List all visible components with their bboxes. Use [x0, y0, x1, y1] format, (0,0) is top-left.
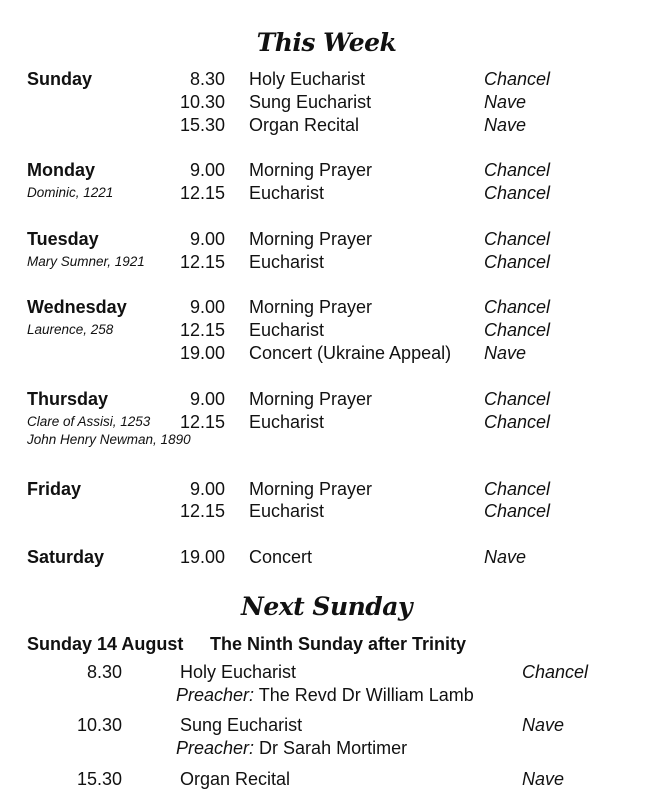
service-location: Nave	[522, 769, 565, 789]
service-time: 12.15	[179, 320, 225, 340]
saint-commemoration: Mary Sumner, 1921	[27, 254, 145, 269]
service-time: 9.00	[189, 479, 225, 499]
service-location: Chancel	[484, 412, 551, 432]
service-time: 10.30	[76, 715, 122, 735]
service-location: Chancel	[522, 662, 589, 682]
preacher-name: The Revd Dr William Lamb	[254, 685, 474, 705]
service-time: 12.15	[179, 412, 225, 432]
service-name: Morning Prayer	[249, 160, 373, 180]
service-name: Sung Eucharist	[180, 715, 303, 735]
service-name: Eucharist	[249, 252, 325, 272]
day-friday: Friday	[27, 479, 82, 499]
service-name: Concert	[249, 547, 313, 567]
day-monday: Monday	[27, 160, 96, 180]
this-week-heading: This Week	[256, 28, 397, 57]
service-time: 10.30	[179, 92, 225, 112]
service-location: Nave	[484, 92, 527, 112]
day-wednesday: Wednesday	[27, 297, 127, 317]
service-name: Morning Prayer	[249, 297, 373, 317]
service-location: Nave	[484, 343, 527, 363]
preacher-line	[176, 737, 407, 759]
service-name: Organ Recital	[249, 115, 360, 135]
day-tuesday: Tuesday	[27, 229, 99, 249]
service-location: Chancel	[484, 229, 551, 249]
day-sunday: Sunday	[27, 69, 93, 89]
saint-commemoration: Clare of Assisi, 1253	[27, 414, 151, 429]
service-name: Holy Eucharist	[180, 662, 297, 682]
service-time: 12.15	[179, 183, 225, 203]
service-name: Morning Prayer	[249, 389, 373, 409]
next-sunday-date: Sunday 14 August	[27, 634, 184, 654]
service-location: Chancel	[484, 297, 551, 317]
service-time: 9.00	[189, 389, 225, 409]
service-name: Organ Recital	[180, 769, 291, 789]
service-location: Chancel	[484, 320, 551, 340]
service-time: 9.00	[189, 160, 225, 180]
service-location: Nave	[484, 547, 527, 567]
service-name: Eucharist	[249, 501, 325, 521]
service-name: Concert (Ukraine Appeal)	[249, 343, 452, 363]
service-time: 9.00	[189, 229, 225, 249]
service-name: Eucharist	[249, 183, 325, 203]
day-thursday: Thursday	[27, 389, 109, 409]
preacher-line	[176, 684, 474, 706]
service-location: Chancel	[484, 501, 551, 521]
service-time: 12.15	[179, 501, 225, 521]
next-sunday-occasion: The Ninth Sunday after Trinity	[210, 634, 467, 654]
saint-commemoration: John Henry Newman, 1890	[27, 432, 191, 447]
service-name: Eucharist	[249, 320, 325, 340]
service-name: Holy Eucharist	[249, 69, 366, 89]
preacher-label: Preacher:	[176, 685, 255, 705]
service-time: 19.00	[179, 343, 225, 363]
service-location: Chancel	[484, 69, 551, 89]
service-name: Eucharist	[249, 412, 325, 432]
preacher-name: Dr Sarah Mortimer	[254, 738, 408, 758]
day-saturday: Saturday	[27, 547, 105, 567]
preacher-label: Preacher:	[176, 738, 255, 758]
service-location: Chancel	[484, 160, 551, 180]
next-sunday-heading: Next Sunday	[240, 592, 413, 621]
service-time: 15.30	[179, 115, 225, 135]
service-time: 9.00	[189, 297, 225, 317]
service-location: Chancel	[484, 389, 551, 409]
service-name: Morning Prayer	[249, 229, 373, 249]
service-time: 19.00	[179, 547, 225, 567]
service-name: Morning Prayer	[249, 479, 373, 499]
service-location: Chancel	[484, 183, 551, 203]
service-time: 15.30	[76, 769, 122, 789]
service-time: 8.30	[86, 662, 122, 682]
service-location: Nave	[484, 115, 527, 135]
saint-commemoration: Dominic, 1221	[27, 185, 114, 200]
service-location: Nave	[522, 715, 565, 735]
saint-commemoration: Laurence, 258	[27, 322, 114, 337]
service-time: 12.15	[179, 252, 225, 272]
service-name: Sung Eucharist	[249, 92, 372, 112]
service-time: 8.30	[189, 69, 225, 89]
service-location: Chancel	[484, 479, 551, 499]
service-location: Chancel	[484, 252, 551, 272]
